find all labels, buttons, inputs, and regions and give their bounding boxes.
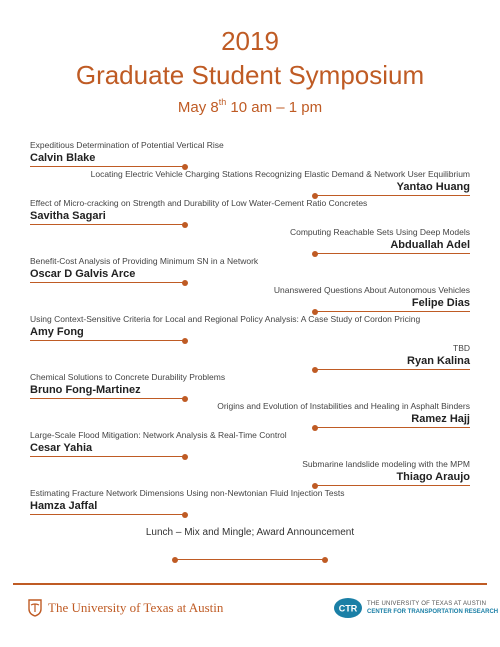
ctr-university-line: THE UNIVERSITY OF TEXAS AT AUSTIN — [367, 601, 487, 607]
presenter-underline — [315, 369, 470, 370]
talk-title: Large-Scale Flood Mitigation: Network Analysis & Real-Time Control — [30, 430, 287, 440]
presenter-underline — [315, 485, 470, 486]
symposium-title: Graduate Student Symposium — [75, 60, 425, 90]
talk-title: Unanswered Questions About Autonomous Vehicles — [273, 285, 470, 295]
talk-title: Estimating Fracture Network Dimensions Using non-Newtonian Fluid Injection Tests — [30, 488, 345, 498]
talk-title: Effect of Micro-cracking on Strength and Durability of Low Water-Cement Ratio Concretes — [30, 198, 368, 208]
lunch-divider — [175, 559, 325, 560]
presenter-name: Savitha Sagari — [30, 210, 106, 222]
presenter-underline — [30, 340, 185, 341]
presenter-name: Calvin Blake — [30, 152, 96, 164]
divider-dot — [322, 557, 328, 563]
presenter-underline — [315, 195, 470, 196]
ctr-abbr: CTR — [338, 603, 358, 614]
date-main: May 8 — [177, 99, 219, 116]
footer-divider — [13, 583, 487, 585]
talk-title: Chemical Solutions to Concrete Durability Problems — [30, 372, 226, 382]
talk-entry — [30, 198, 460, 223]
talk-entry — [30, 256, 460, 281]
ctr-text — [367, 600, 498, 616]
presenter-underline — [30, 456, 185, 457]
talk-entry — [30, 488, 460, 513]
presenter-name: Oscar D Galvis Arce — [30, 268, 136, 280]
longhorn-shield-icon — [28, 599, 42, 617]
talk-entry — [40, 285, 470, 310]
presenter-name: Hamza Jaffal — [30, 500, 98, 512]
talk-entry — [30, 140, 460, 165]
talk-title: Expeditious Determination of Potential Vertical Rise — [30, 140, 224, 150]
presenter-name: Felipe Dias — [411, 297, 470, 309]
presenter-name: Yantao Huang — [396, 181, 470, 193]
talk-title: Using Context-Sensitive Criteria for Local and Regional Policy Analysis: A Case Study of Cordon Pricing — [30, 314, 421, 324]
ctr-badge-icon — [333, 597, 363, 619]
talk-entry — [40, 401, 470, 426]
presenter-underline — [315, 253, 470, 254]
presenter-underline — [30, 398, 185, 399]
talk-entry — [30, 314, 460, 339]
talk-entry — [40, 169, 470, 194]
presenter-name: Ramez Hajj — [411, 413, 470, 425]
talk-title: Submarine landslide modeling with the MPM — [302, 459, 470, 469]
presenter-name: Abduallah Adel — [390, 239, 470, 251]
presenter-name: Bruno Fong-Martinez — [30, 384, 141, 396]
university-name: The University of Texas at Austin — [48, 600, 224, 615]
symposium-date — [0, 98, 500, 116]
presenter-name: Amy Fong — [30, 326, 84, 338]
lunch-announcement: Lunch – Mix and Mingle; Award Announcement — [145, 527, 355, 538]
presenter-name: Cesar Yahia — [30, 442, 93, 454]
presenter-underline — [30, 282, 185, 283]
date-time: 10 am – 1 pm — [226, 99, 323, 116]
presenter-name: Ryan Kalina — [407, 355, 470, 367]
presenter-underline — [315, 427, 470, 428]
symposium-year: 2019 — [221, 26, 279, 56]
talk-entry — [30, 372, 460, 397]
presenter-name: Thiago Araujo — [396, 471, 470, 483]
talk-title: Origins and Evolution of Instabilities and Healing in Asphalt Binders — [217, 401, 470, 411]
talk-title: Benefit-Cost Analysis of Providing Minimum SN in a Network — [30, 256, 259, 266]
presenter-underline — [30, 166, 185, 167]
talk-entry — [30, 430, 460, 455]
talk-entry — [40, 227, 470, 252]
ctr-logo — [333, 597, 498, 619]
underline-dot — [182, 512, 188, 518]
ut-austin-logo — [28, 599, 223, 617]
talk-entry — [40, 459, 470, 484]
divider-dot — [172, 557, 178, 563]
date-suffix: th — [218, 97, 227, 107]
ctr-center-line: CENTER FOR TRANSPORTATION RESEARCH — [367, 609, 499, 615]
talk-title: Computing Reachable Sets Using Deep Models — [289, 227, 470, 237]
talk-entry — [40, 343, 470, 368]
talk-title: TBD — [453, 343, 470, 353]
presenter-underline — [30, 514, 185, 515]
talk-title: Locating Electric Vehicle Charging Stations Recognizing Elastic Demand & Network User Equilibrium — [90, 169, 470, 179]
presenter-underline — [315, 311, 470, 312]
presenter-underline — [30, 224, 185, 225]
